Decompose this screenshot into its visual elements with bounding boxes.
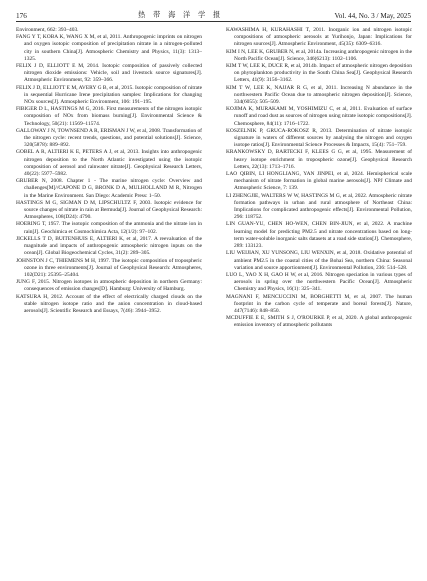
reference-entry: KIM T W, LEE K, DUCE R, et al, 2014b. Impact of atmospheric nitrogen deposition on phytoplankton productivity in the South China Sea[J]. Geophysical Research Letters, 41(9): 3156–3162. xyxy=(226,63,412,84)
reference-entry: FELIX J D, ELLIOTT E M, AVERY G B, et al, 2015. Isotopic composition of nitrate in sequential Hurricane Irene precipitation samples: Implications for changing NOx sources[J]. Atmospheric Environment, 106: 191–195. xyxy=(16,84,202,106)
reference-entry: LIU WEIJIAN, XU YUNSONG, LIU WENXIN, et al, 2018. Oxidative potential of ambient PM2.5 in the coastal cities of the Bohai Sea, northern China: Seasonal variation and source apportionment[J]. Environmental Pollution, 236: 514–528. xyxy=(226,250,412,271)
reference-entry: HOERING T, 1957. The isotopic composition of the ammonia and the nitrate ion in rain[J]. Geochimica et Cosmochimica Acta, 12(1/2): 97–102. xyxy=(16,221,202,235)
reference-entry: FELIX J D, ELLIOTT E M, 2014. Isotopic composition of passively collected nitrogen dioxide emissions: Vehicle, soil and livestock source signatures[J]. Atmospheric Environment, 92: 359–366. xyxy=(16,63,202,84)
reference-entry: HASTINGS M G, SIGMAN D M, LIPSCHULTZ F, 2003. Isotopic evidence for source changes of nitrate in rain at Bermuda[J]. Journal of Geophysical Research: Atmospheres, 108(D24): 4790. xyxy=(16,199,202,221)
reference-entry: GALLOWAY J N, TOWNSEND A R, ERISMAN J W, et al, 2008. Transformation of the nitrogen cycle: recent trends, questions, and potential solutions[J]. Science, 320(5878): 889–892. xyxy=(16,127,202,149)
reference-entry: JOHNSTON J C, THIEMENS M H, 1997. The isotopic composition of tropospheric ozone in three environments[J]. Journal of Geophysical Research: Atmospheres, 102(D21): 25395–25404. xyxy=(16,257,202,278)
reference-entry: LAO QIBIN, LI HONGLIANG, YAN JINPEI, et al, 2024. Hemispherical scale mechanism of nitrate formation in global marine aerosols[J]. NPJ Climate and Atmospheric Science, 7: 139. xyxy=(226,171,412,192)
reference-entry: Environment, 662: 393–403. xyxy=(16,27,79,33)
reference-entry: LUO L, YAO X H, GAO H W, et al, 2016. Nitrogen speciation in various types of aerosols in spring over the northwestern Pacific Ocean[J]. Atmospheric Chemistry and Physics, 16(1): 325–341. xyxy=(226,271,412,293)
reference-entry: KOJIMA K, MURAKAMI M, YOSHIMIZU C, et al, 2011. Evaluation of surface runoff and road dust as sources of nitrogen using nitrate isotopic compositions[J]. Chemosphere, 84(11): 1716–1722. xyxy=(226,106,412,127)
reference-entry: KIM T W, LEE K, NAJJAR R G, et al, 2011. Increasing N abundance in the northwestern Pacific Ocean due to atmospheric nitrogen deposition[J]. Science, 334(6055): 505–509. xyxy=(226,84,412,106)
reference-entry: JUNG F, 2015. Nitrogen isotopes in atmospheric deposition in northern Germany: consequences of emission changes[D]. Hamburg: University of Hamburg. xyxy=(16,279,202,293)
right-reference-column xyxy=(226,27,412,330)
page-header xyxy=(16,8,411,20)
volume-info: Vol. 44, No. 3 / May, 2025 xyxy=(334,12,411,20)
reference-entry: FIBIGER D L, HASTINGS M G, 2016. First measurements of the nitrogen isotopic composition of NOx from biomass burning[J]. Environmental Science & Technology, 50(21): 11569–11574. xyxy=(16,106,202,127)
reference-entry: JICKELLS T D, BUITENHUIS E, ALTIERI K, et al, 2017. A reevaluation of the magnitude and impacts of anthropogenic atmospheric nitrogen inputs on the ocean[J]. Global Biogeochemical Cycles, 31(2): 289–305. xyxy=(16,235,202,257)
reference-entry: LI ZHENGJIE, WALTERS W W, HASTINGS M G, et al, 2022. Atmospheric nitrate formation pathways in urban and rural atmosphere of Northeast China: Implications for complicated anthropogenic effects[J]. Environmental Pollution, 296: 118752. xyxy=(226,192,412,221)
reference-entry: KOSZELNIK P, GRUCA-ROKOSZ R, 2013. Determination of nitrate isotopic signature in waters of different sources by analysing the nitrogen and oxygen isotope ratios[J]. Environmental Science Processes & Impacts, 15(4): 751–759. xyxy=(226,127,412,149)
header-rule xyxy=(16,21,411,22)
reference-entry: KIM I N, LEE K, GRUBER N, et al, 2014a. Increasing anthropogenic nitrogen in the North Pacific Ocean[J]. Science, 346(6213): 1102–1106. xyxy=(226,48,412,62)
reference-entry: GRUBER N, 2008. Chapter 1 - The marine nitrogen cycle: Overview and challenges[M]//CAPONE D G, BRONK D A, MULHOLLAND M R, Nitrogen in the Marine Environment. San Diego: Academic Press: 1–50. xyxy=(16,178,202,199)
reference-entry: FANG Y T, KOBA K, WANG X M, et al, 2011. Anthropogenic imprints on nitrogen and oxygen isotopic composition of precipitation nitrate in a nitrogen-polluted city in southern China[J]. Atmospheric Chemistry and Physics, 11(3): 1313–1325. xyxy=(16,34,202,62)
reference-entry: LIN GUAN-YU, CHEN HO-WEN, CHEN BIN-JIUN, et al, 2022. A machine learning model for predicting PM2.5 and nitrate concentrations based on long-term water-soluble inorganic salts datasets at a road side station[J]. Chemosphere, 289: 133123. xyxy=(226,221,412,250)
reference-entry: MAGNANI F, MENCUCCINI M, BORGHETTI M, et al, 2007. The human footprint in the carbon cycle of temperate and boreal forests[J]. Nature, 447(7146): 848–850. xyxy=(226,293,412,314)
reference-entry: KAWASHIMA H, KURAHASHI T, 2011. Inorganic ion and nitrogen isotopic compositions of atmospheric aerosols at Yurihonjo, Japan: Implications for nitrogen sources[J]. Atmospheric Environment, 45(35): 6309–6316. xyxy=(226,27,412,48)
journal-title: 热 带 海 洋 学 报 xyxy=(138,11,224,19)
reference-entry: MCDUFFIE E E, SMITH S J, O'ROURKE P, et al, 2020. A global anthropogenic emission inventory of atmospheric pollutants xyxy=(226,315,412,329)
page-number: 176 xyxy=(16,12,27,20)
reference-entry: KATSURA H, 2012. Account of the effect of electrically charged clouds on the stable nitrogen isotope ratio and the anion concentration in cloud-based aerosols[J]. Scientific Research and Essays, 7(46): 3944–3952. xyxy=(16,293,202,314)
left-reference-column xyxy=(16,27,202,315)
reference-entry: GOBEL A R, ALTIERI K E, PETERS A J, et al, 2013. Insights into anthropogenic nitrogen deposition to the North Atlantic investigated using the isotopic composition of aerosol and rainwater nitrate[J]. Geophysical Research Letters, 40(22): 5977–5982. xyxy=(16,149,202,178)
reference-entry: KRANKOWSKY D, BARTECKI F, KLEES G G, et al, 1995. Measurement of heavy isotope enrichment in tropospheric ozone[J]. Geophysical Research Letters, 22(13): 1713–1716. xyxy=(226,149,412,170)
